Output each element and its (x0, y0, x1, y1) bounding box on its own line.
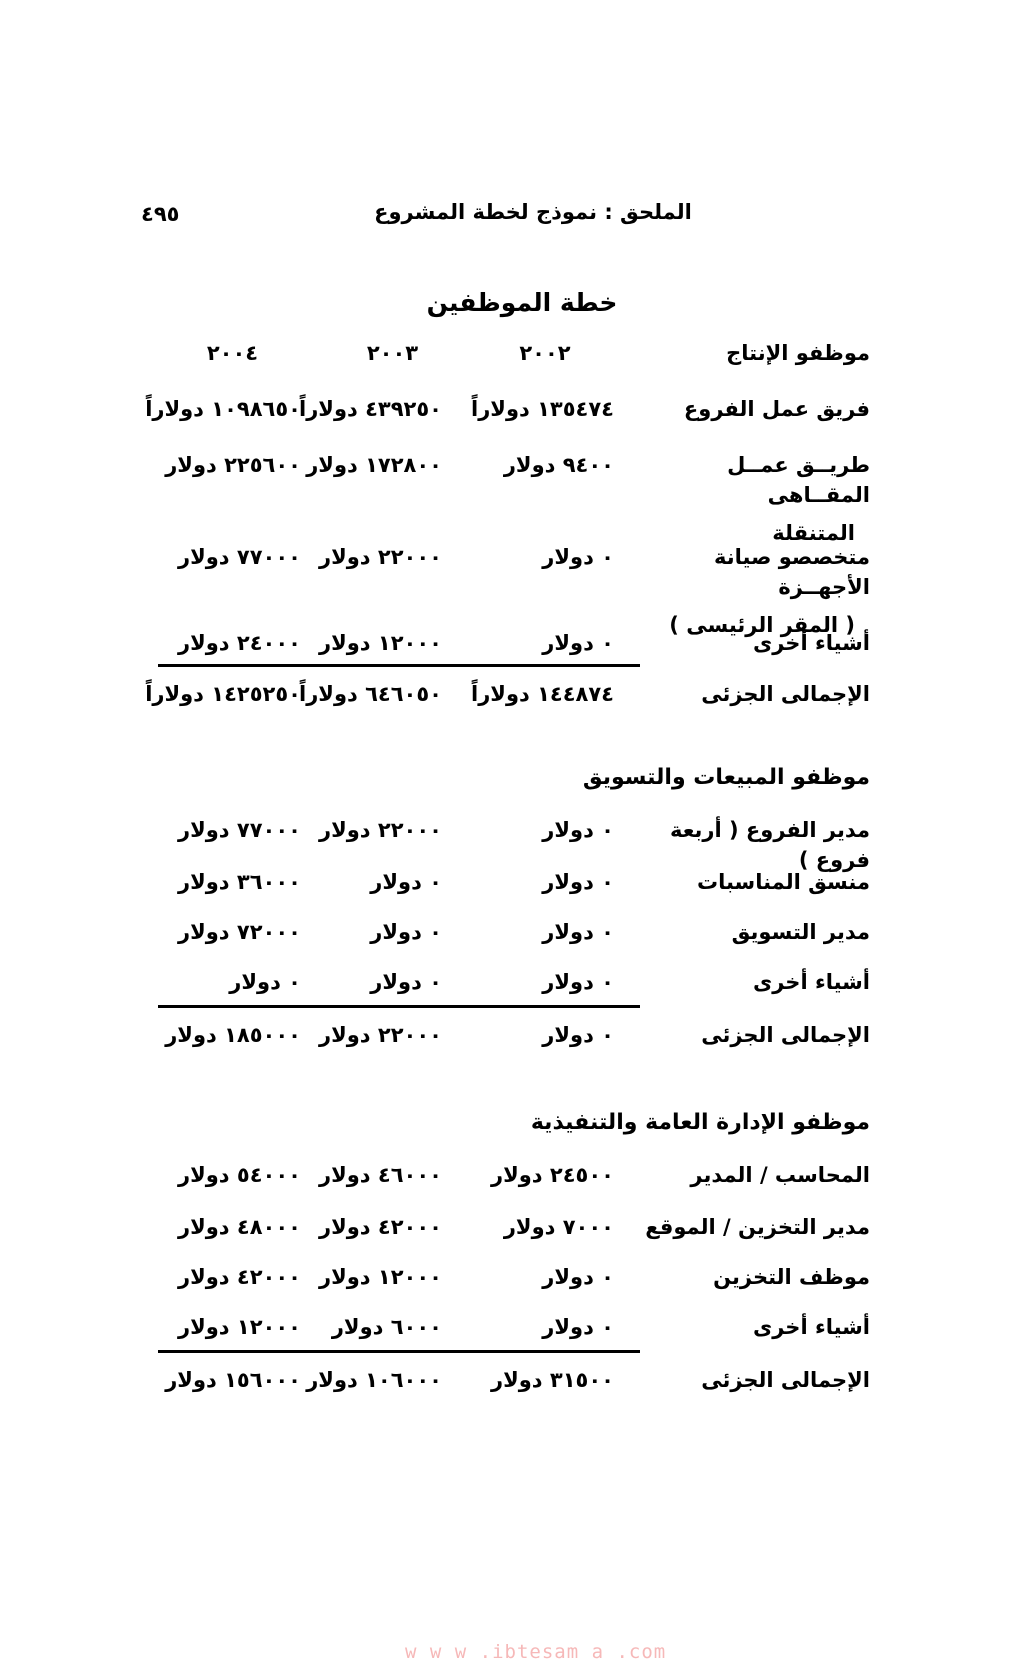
value-2004: ١٠٩٨٦٥٠ دولاراً (145, 397, 301, 421)
row-label: موظف التخزين (713, 1265, 870, 1289)
table-row (150, 628, 870, 664)
row-label: فريق عمل الفروع (683, 397, 870, 421)
row-label: مدير الفروع ( أربعة فروع ) (669, 818, 870, 872)
row-label: أشياء أخرى (753, 1315, 870, 1339)
row-label: منسق المناسبات (696, 870, 870, 894)
value-2003: ٠ دولار (370, 970, 442, 994)
subtotal-2003: ٦٤٦٠٥٠ دولاراً (299, 682, 442, 706)
year-header-2002: ٢٠٠٢ (519, 341, 571, 365)
row-label: المحاسب / المدير (690, 1163, 870, 1187)
subtotal-divider (158, 1350, 640, 1353)
value-2003: ٤٢٠٠٠ دولار (319, 1215, 442, 1239)
running-head-title: الملحق : نموذج لخطة المشروع (374, 200, 692, 224)
table-row (150, 1160, 870, 1212)
value-2004: ٢٢٥٦٠٠ دولار (165, 453, 301, 477)
table-row (150, 967, 870, 1005)
row-label-line2: المتنقلة (772, 521, 855, 545)
section-admin-staff (150, 1108, 870, 1425)
subtotal-divider (158, 664, 640, 667)
value-2003: ٢٢٠٠٠ دولار (319, 818, 442, 842)
section-production-staff (145, 338, 870, 739)
page-header (0, 200, 1020, 240)
value-2002: ١٣٥٤٧٤ دولاراً (471, 397, 614, 421)
row-label: مدير التخزين / الموقع (645, 1215, 870, 1239)
value-2003: ٤٣٩٢٥٠ دولاراً (299, 397, 442, 421)
value-2002: ٠ دولار (542, 818, 614, 842)
value-2004: ٤٨٠٠٠ دولار (178, 1215, 301, 1239)
value-2002: ٩٤٠٠ دولار (503, 453, 614, 477)
section-title: موظفو الإنتاج (726, 341, 870, 365)
section-sales-marketing-staff (150, 763, 870, 1080)
value-2002: ٠ دولار (542, 870, 614, 894)
section-title: موظفو المبيعات والتسويق (582, 765, 870, 790)
table-row (150, 542, 870, 637)
value-2003: ٦٠٠٠ دولار (331, 1315, 442, 1339)
value-2003: ١٢٠٠٠ دولار (319, 1265, 442, 1289)
subtotal-label: الإجمالى الجزئى (701, 1368, 870, 1392)
row-label: أشياء أخرى (753, 631, 870, 655)
subtotal-2002: ٠ دولار (542, 1023, 614, 1047)
value-2003: ١٧٢٨٠٠ دولار (306, 453, 442, 477)
value-2003: ٢٢٠٠٠ دولار (319, 545, 442, 569)
site-watermark: w w w .ibtesam a .com (405, 1641, 667, 1663)
section-title: موظفو الإدارة العامة والتنفيذية (530, 1110, 870, 1135)
year-header-2004: ٢٠٠٤ (206, 341, 259, 365)
value-2004: ٠ دولار (229, 970, 301, 994)
subtotal-label: الإجمالى الجزئى (701, 1023, 870, 1047)
value-2002: ٠ دولار (542, 1315, 614, 1339)
subtotal-2004: ١٤٢٥٢٥٠ دولاراً (145, 682, 301, 706)
value-2002: ٠ دولار (542, 970, 614, 994)
table-row (150, 917, 870, 967)
value-2002: ٠ دولار (542, 920, 614, 944)
row-label-line1: متخصصو صيانة الأجهــزة (714, 545, 870, 599)
row-label (620, 542, 870, 640)
row-label: مدير التسويق (731, 920, 870, 944)
subtotal-2002: ١٤٤٨٧٤ دولاراً (471, 682, 614, 706)
subtotal-2004: ١٥٦٠٠٠ دولار (165, 1368, 301, 1392)
table-row (150, 815, 870, 872)
value-2004: ٤٢٠٠٠ دولار (178, 1265, 301, 1289)
subtotal-2003: ١٠٦٠٠٠ دولار (306, 1368, 442, 1392)
table-row (145, 394, 870, 450)
value-2003: ١٢٠٠٠ دولار (319, 631, 442, 655)
value-2004: ٢٤٠٠٠ دولار (178, 631, 301, 655)
value-2004: ٥٤٠٠٠ دولار (178, 1163, 301, 1187)
subtotal-2002: ٣١٥٠٠ دولار (491, 1368, 614, 1392)
subtotal-divider (158, 1005, 640, 1008)
value-2004: ٧٧٠٠٠ دولار (178, 545, 301, 569)
staffing-plan-tables (145, 338, 870, 1425)
row-label-line1: طريــق عمــل المقــاهى (727, 453, 870, 507)
value-2004: ١٢٠٠٠ دولار (178, 1315, 301, 1339)
table-row (150, 1262, 870, 1312)
row-label (620, 450, 870, 548)
page-number: ٤٩٥ (141, 202, 180, 226)
value-2004: ٧٢٠٠٠ دولار (178, 920, 301, 944)
table-row (150, 450, 870, 545)
value-2002: ٢٤٥٠٠ دولار (491, 1163, 614, 1187)
document-title: خطة الموظفين (426, 288, 618, 317)
subtotal-row (150, 1355, 870, 1425)
value-2002: ٠ دولار (542, 631, 614, 655)
subtotal-2004: ١٨٥٠٠٠ دولار (165, 1023, 301, 1047)
row-label: أشياء أخرى (753, 970, 870, 994)
section-header-row (150, 338, 870, 394)
value-2002: ٠ دولار (542, 1265, 614, 1289)
year-header-2003: ٢٠٠٣ (366, 341, 419, 365)
row-label-line2: ( المقر الرئيسى ) (669, 613, 855, 637)
subtotal-label: الإجمالى الجزئى (701, 682, 870, 706)
value-2003: ٤٦٠٠٠ دولار (319, 1163, 442, 1187)
value-2003: ٠ دولار (370, 870, 442, 894)
value-2003: ٠ دولار (370, 920, 442, 944)
value-2004: ٣٦٠٠٠ دولار (178, 870, 301, 894)
subtotal-row (145, 669, 870, 739)
value-2002: ٧٠٠٠ دولار (503, 1215, 614, 1239)
table-row (150, 1212, 870, 1262)
subtotal-row (150, 1010, 870, 1080)
value-2002: ٠ دولار (542, 545, 614, 569)
subtotal-2003: ٢٢٠٠٠ دولار (319, 1023, 442, 1047)
value-2004: ٧٧٠٠٠ دولار (178, 818, 301, 842)
table-row (150, 867, 870, 917)
table-row (150, 1312, 870, 1350)
